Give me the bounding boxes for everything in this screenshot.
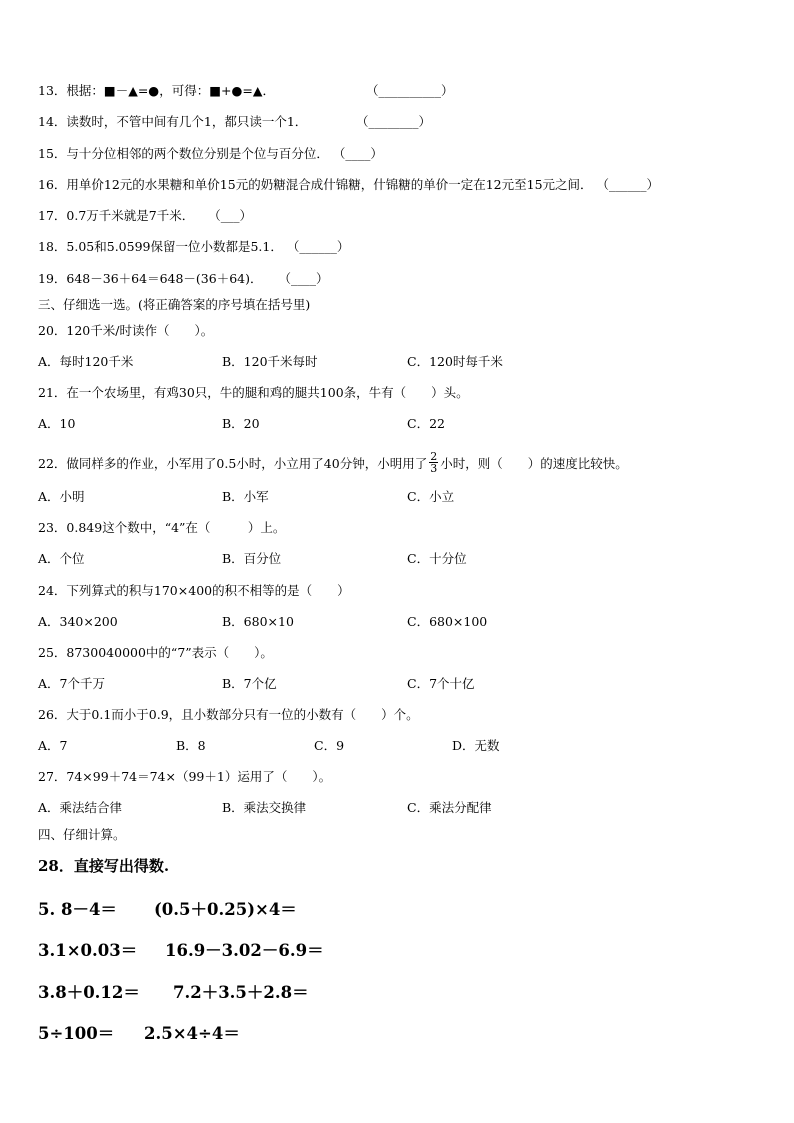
option-a: A．7个千万	[38, 676, 105, 691]
fraction-numerator: 2	[430, 450, 438, 463]
calc-item: 2.5×4÷4＝	[144, 1024, 240, 1043]
option-c: C．十分位	[407, 551, 467, 566]
calc-item: 5. 8－4＝	[38, 900, 117, 919]
option-c: C．9	[314, 738, 345, 753]
question-22	[38, 450, 628, 476]
calc-item: 5÷100＝	[38, 1024, 115, 1043]
answer-blank: （________）	[356, 114, 432, 129]
option-b: B．小军	[222, 489, 269, 504]
question-17	[38, 208, 252, 224]
answer-blank: （____）	[332, 146, 383, 161]
question-text: 17．0.7万千米就是7千米．	[38, 208, 195, 223]
section-heading-3: 三、仔细选一选。(将正确答案的序号填在括号里)	[38, 297, 311, 312]
question-text: 19．648－36＋64＝648－(36＋64)．	[38, 271, 263, 286]
question-text: 14．读数时，不管中间有几个1，都只读一个1．	[38, 114, 308, 129]
question-text: 18．5.05和5.0599保留一位小数都是5.1．	[38, 239, 283, 254]
option-b: B．7个亿	[222, 676, 277, 691]
calc-item: 3.8＋0.12＝	[38, 983, 140, 1002]
option-c: C．7个十亿	[407, 676, 475, 691]
calc-item: 7.2＋3.5＋2.8＝	[173, 983, 309, 1002]
calc-item: 3.1×0.03＝	[38, 941, 138, 960]
option-a: A．7	[38, 738, 68, 753]
question-15	[38, 146, 383, 162]
option-b: B．百分位	[222, 551, 282, 566]
answer-blank: （______）	[286, 239, 350, 254]
option-a: A．小明	[38, 489, 85, 504]
question-23: 23．0.849这个数中，“4”在（ ）上。	[38, 520, 286, 535]
option-a: A．每时120千米	[38, 354, 134, 369]
option-b: B．乘法交换律	[222, 800, 307, 815]
question-26: 26．大于0.1而小于0.9，且小数部分只有一位的小数有（ ）个。	[38, 707, 419, 722]
question-20: 20．120千米/时读作（ ）。	[38, 323, 214, 338]
option-b: B．20	[222, 416, 260, 431]
question-text: 16．用单价12元的水果糖和单价15元的奶糖混合成什锦糖，什锦糖的单价一定在12元至15元之间．	[38, 177, 593, 192]
option-b: B．680×10	[222, 614, 294, 629]
option-a: A．340×200	[38, 614, 118, 629]
question-text: 15．与十分位相邻的两个数位分别是个位与百分位．	[38, 146, 329, 161]
option-a: A．个位	[38, 551, 85, 566]
question-25: 25．8730040000中的“7”表示（ ）。	[38, 645, 273, 660]
option-b: B．120千米每时	[222, 354, 318, 369]
question-text: 小时，则（ ）的速度比较快。	[440, 456, 628, 471]
question-27: 27．74×99＋74＝74×（99＋1）运用了（ ）。	[38, 769, 332, 784]
calc-item: 16.9－3.02－6.9＝	[165, 941, 324, 960]
answer-blank: （__________）	[366, 83, 454, 98]
question-16	[38, 177, 659, 193]
answer-blank: （____）	[278, 271, 329, 286]
question-28-title: 28．直接写出得数.	[38, 857, 170, 875]
question-text: 13．根据：■－▲=●，可得：■+●=▲．	[38, 83, 275, 98]
fraction-denominator: 3	[430, 462, 438, 475]
option-c: C．22	[407, 416, 445, 431]
option-c: C．680×100	[407, 614, 488, 629]
option-c: C．乘法分配律	[407, 800, 492, 815]
question-19	[38, 271, 329, 287]
question-24: 24．下列算式的积与170×400的积不相等的是（ ）	[38, 583, 350, 598]
option-d: D．无数	[452, 738, 500, 753]
question-text: 22．做同样多的作业，小军用了0.5小时，小立用了40分钟，小明用了	[38, 456, 428, 471]
fraction-two-thirds	[429, 451, 438, 474]
option-a: A．10	[38, 416, 76, 431]
calc-item: (0.5＋0.25)×4＝	[154, 900, 297, 919]
question-21: 21．在一个农场里，有鸡30只，牛的腿和鸡的腿共100条，牛有（ ）头。	[38, 385, 469, 400]
question-13	[38, 83, 454, 99]
option-b: B．8	[176, 738, 206, 753]
question-14	[38, 114, 432, 130]
question-18	[38, 239, 349, 255]
section-heading-4: 四、仔细计算。	[38, 827, 126, 842]
answer-blank: （___）	[208, 208, 252, 223]
answer-blank: （______）	[596, 177, 660, 192]
option-c: C．120时每千米	[407, 354, 503, 369]
option-a: A．乘法结合律	[38, 800, 123, 815]
option-c: C．小立	[407, 489, 455, 504]
